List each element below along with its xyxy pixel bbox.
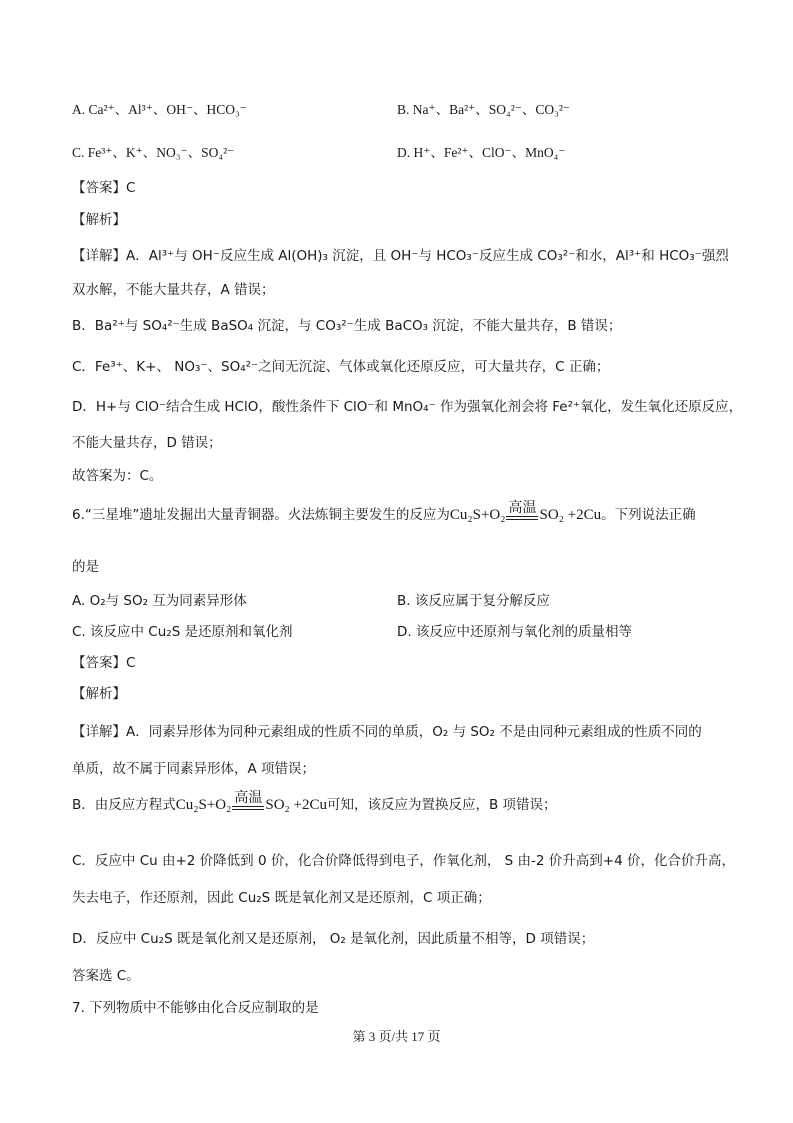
q6-condition-label: 高温 [508,500,537,516]
q6-detail-3-text: B．由反应方程式 [72,797,176,813]
q5-option-a: A. Ca²⁺、Al³⁺、OH⁻、HCO₃⁻ [72,102,247,117]
q6-detail-line-2: 单质，故不属于同素异形体，A 项错误； [72,761,316,777]
q5-detail-line-4: C．Fe³⁺、K+、 NO₃⁻、SO₄²⁻之间无沉淀、气体或氧化还原反应，可大量共存，C 正确； [72,359,610,375]
q5-conclusion: 故答案为：C。 [72,468,163,484]
q7-stem: 7. 下列物质中不能够由化合反应制取的是 [72,1000,319,1016]
q6-detail-line-4: C．反应中 Cu 由+2 价降低到 0 价，化合价降低得到电子，作氧化剂， S 由-2 价升高到+4 价，化合价升高， [72,853,735,869]
q6-detail-line-1: 【详解】A．同素异形体为同种元素组成的性质不同的单质，O₂ 与 SO₂ 不是由同种元素组成的性质不同的 [72,724,702,740]
equals-arrow-icon [232,806,264,810]
q6-detail-equation-right: SO₂ +2Cu [265,797,327,813]
q6-stem-line-2: 的是 [72,559,99,575]
page-footer: 第 3 页/共 17 页 [352,1029,441,1044]
q5-option-d: D. H⁺、Fe²⁺、ClO⁻、MnO₄⁻ [397,145,566,160]
q6-option-c: C. 该反应中 Cu₂S 是还原剂和氧化剂 [72,624,293,640]
q5-detail-line-3: B．Ba²⁺与 SO₄²⁻生成 BaSO₄ 沉淀，与 CO₃²⁻生成 BaCO₃ 沉淀，不能大量共存，B 错误； [72,318,622,334]
q5-detail-line-5: D．H+与 ClO⁻结合生成 HClO，酸性条件下 ClO⁻和 MnO₄⁻ 作为强氧化剂会将 Fe²⁺氧化，发生氧化还原反应， [72,399,743,415]
q6-stem-tail: 。下列说法正确 [601,507,696,523]
q6-equation-condition [506,500,538,525]
q5-detail-line-2: 双水解，不能大量共存，A 错误； [72,282,275,298]
q6-detail-3-tail: 可知，该反应为置换反应，B 项错误； [327,797,557,813]
q5-detail-line-6: 不能大量共存，D 错误； [72,435,222,451]
q6-conclusion: 答案选 C。 [72,968,140,984]
q5-answer: 【答案】C [72,180,136,196]
q6-stem [72,500,696,534]
q6-stem-text: 6.“三星堆”遗址发掘出大量青铜器。火法炼铜主要发生的反应为 [72,507,450,523]
q6-detail-equation-left: Cu₂S+O₂ [175,797,232,813]
q6-detail-condition-label: 高温 [234,790,263,806]
q6-detail-line-3 [72,790,557,824]
q5-analysis-heading: 【解析】 [72,212,126,228]
q5-option-c: C. Fe³⁺、K⁺、NO₃⁻、SO₄²⁻ [72,145,235,160]
q6-option-b: B. 该反应属于复分解反应 [397,593,550,609]
equals-arrow-icon [506,516,538,520]
q6-equation-right: SO₂ +2Cu [539,507,602,523]
q6-equation-left: Cu₂S+O₂ [449,507,506,523]
q6-option-a: A. O₂与 SO₂ 互为同素异形体 [72,593,247,609]
q6-detail-equation-condition [232,790,264,815]
q5-detail-line-1: 【详解】A．Al³⁺与 OH⁻反应生成 Al(OH)₃ 沉淀，且 OH⁻与 HCO₃⁻反应生成 CO₃²⁻和水，Al³⁺和 HCO₃⁻强烈 [72,248,729,264]
q6-analysis-heading: 【解析】 [72,686,126,702]
q6-option-d: D. 该反应中还原剂与氧化剂的质量相等 [397,624,632,640]
q6-detail-line-5: 失去电子，作还原剂，因此 Cu₂S 既是氧化剂又是还原剂，C 项正确； [72,890,491,906]
q6-detail-line-6: D．反应中 Cu₂S 既是氧化剂又是还原剂， O₂ 是氧化剂，因此质量不相等，D 项错误； [72,931,595,947]
q6-answer: 【答案】C [72,655,136,671]
q5-option-b: B. Na⁺、Ba²⁺、SO₄²⁻、CO₃²⁻ [397,102,571,117]
